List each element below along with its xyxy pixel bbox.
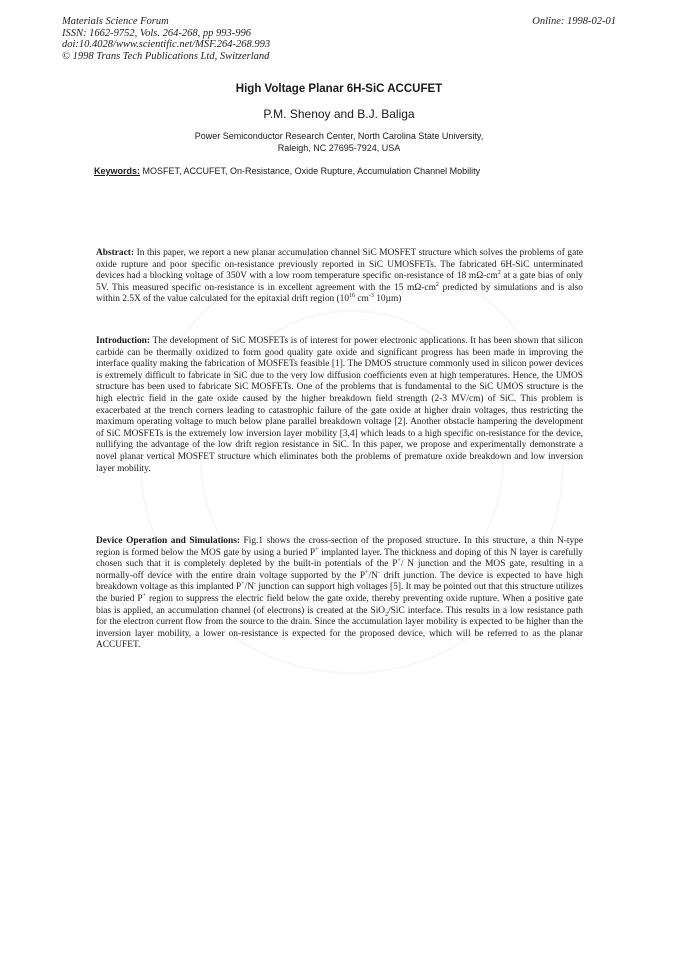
paper-title: High Voltage Planar 6H-SiC ACCUFET bbox=[235, 83, 443, 95]
superscript: + bbox=[241, 581, 245, 588]
device-text: /SiC interface. This results in a low resistance path for the electron current flow from the source to the drain. Since the accumulation layer mobility is expected to be higher than the inversion layer mobility, a lower on-resistance is expected for the proposed device, which will be referred to as the planar ACCUFET. bbox=[96, 605, 583, 651]
device-text: / N junction and the MOS gate, resulting in a normally-off device with the entire drain voltage supported by the P bbox=[96, 559, 583, 581]
device-text: junction can support high voltages [5]. It may be pointed out that this structure utilizes the buried P bbox=[96, 582, 583, 604]
superscript: + bbox=[365, 569, 369, 576]
device-text: drift junction. The device is expected to have high breakdown voltage as this implanted P bbox=[96, 570, 583, 593]
device-operation-section bbox=[96, 536, 583, 652]
introduction-label: Introduction: bbox=[96, 336, 151, 346]
introduction-text: The development of SiC MOSFETs is of interest for power electronic applications. It has been shown that silicon carbide can be thermally oxidized to form good quality gate oxide and significant progress has been made in improving the interface quality making the fabrication of MOSFETs feasible [1]. The DMOS structure commonly used in silicon power devices is extremely difficult to fabricate in SiC due to the very low diffusion coefficients even at high temperatures. Hence, the UMOS structure has been used to fabricate SiC MOSFETs. One of the problems that is fundamental to the SiC UMOS structure is the high electric field in the gate oxide caused by the higher breakdown field strength (2-3 MV/cm) of SiC. This problem is exacerbated at the trench corners leading to catastrophic failure of the gate oxide at higher drain voltages, thus restricting the maximum operating voltage to much below plane parallel breakdown voltage [2]. Another obstacle hampering the development of SiC MOSFETs is the extremely low inversion layer mobility [3,4] which leads to a high specific on-resistance for the device, nullifying the advantage of the low drift region resistance in SiC. In this paper, we propose and experimentally demonstrate a novel planar vertical MOSFET structure which eliminates both the problems of premature oxide breakdown and low inversion layer mobility. bbox=[96, 336, 583, 474]
abstract-text: predicted by simulations and is also within 2.5X of the value calculated for the epitaxial drift region (10 bbox=[96, 282, 583, 305]
superscript: - bbox=[253, 581, 256, 588]
abstract-label: Abstract: bbox=[96, 248, 135, 258]
superscript: -3 bbox=[368, 293, 374, 300]
journal-name: Materials Science Forum bbox=[62, 16, 169, 27]
device-text: /N bbox=[244, 582, 254, 593]
superscript: + bbox=[397, 558, 401, 565]
introduction-section bbox=[96, 336, 583, 475]
abstract-text: cm bbox=[355, 294, 369, 305]
keywords-text: MOSFET, ACCUFET, On-Resistance, Oxide Rupture, Accumulation Channel Mobility bbox=[142, 166, 481, 176]
copyright-line: © 1998 Trans Tech Publications Ltd, Switzerland bbox=[62, 50, 270, 62]
device-text: implanted layer. The thickness and doping of this N layer is carefully chosen such that it is completely depleted by the built-in potentials of the P bbox=[96, 547, 583, 570]
abstract-text: In this paper, we report a new planar accumulation channel SiC MOSFET structure which solves the problems of gate oxide rupture and poor specific on-resistance previously reported in SiC UMOSFETs. The fabricated 6H-SiC unterminated devices had a blocking voltage of 350V with a low room temperature specific on-resistance of 18 mΩ-cm bbox=[96, 248, 583, 282]
superscript: 2 bbox=[435, 281, 439, 288]
abstract-section bbox=[96, 248, 583, 306]
publication-meta bbox=[62, 16, 270, 62]
superscript: 2 bbox=[497, 270, 501, 277]
issn-line: ISSN: 1662-9752, Vols. 264-268, pp 993-996 bbox=[62, 27, 251, 39]
subscript: 2 bbox=[385, 611, 389, 618]
online-date: Online: 1998-02-01 bbox=[532, 16, 616, 27]
device-text: /N bbox=[368, 570, 378, 581]
superscript: + bbox=[315, 546, 319, 553]
superscript: + bbox=[142, 592, 147, 599]
affiliation bbox=[0, 131, 678, 154]
abstract-text: at a gate bias of only 5V. This measured specific on-resistance is in excellent agreement with the 15 mΩ-cm bbox=[96, 271, 583, 293]
device-operation-label: Device Operation and Simulations: bbox=[96, 536, 240, 546]
keywords-label: Keywords: bbox=[94, 166, 141, 176]
affiliation-line-1: Power Semiconductor Research Center, North Carolina State University, bbox=[194, 131, 484, 141]
superscript: 16 bbox=[349, 293, 356, 300]
abstract-text: 10µm) bbox=[373, 294, 402, 305]
paper-authors: P.M. Shenoy and B.J. Baliga bbox=[263, 107, 415, 121]
affiliation-line-2: Raleigh, NC 27695-7924, USA bbox=[277, 142, 401, 153]
keywords bbox=[94, 166, 480, 176]
device-text: Fig.1 shows the cross-section of the proposed structure. In this structure, a thin N-type region is formed below the MOS gate by using a buried P bbox=[96, 536, 583, 558]
device-text: region to suppress the electric field below the gate oxide, thereby preventing oxide rupture. When a positive gate bias is applied, an accumulation channel (of electrons) is created at the SiO bbox=[96, 593, 583, 616]
superscript: - bbox=[377, 569, 380, 576]
doi-line[interactable]: doi:10.4028/www.scientific.net/MSF.264-268.993 bbox=[62, 39, 271, 50]
